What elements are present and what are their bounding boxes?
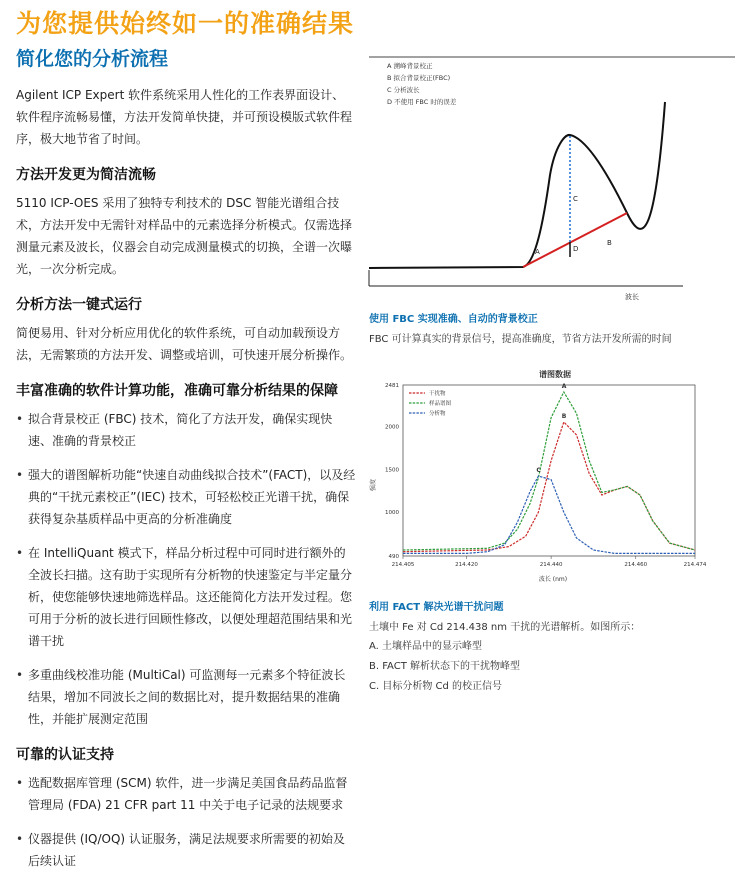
one-click-paragraph: 简便易用、针对分析应用优化的软件系统，可自动加载预设方法，无需繁琐的方法开发、调整或培训，可快速开展分析操作。 [16, 326, 353, 362]
x-tick-label: 214.420 [455, 562, 478, 568]
section-heading-certification: 可靠的认证支持 [16, 747, 114, 763]
y-tick-label: 2000 [385, 424, 399, 431]
list-item: • 在 IntelliQuant 模式下，样品分析过程中可同时进行额外的全波长扫描。这有助于实现所有分析物的快速鉴定与半定量分析，使您能够快速地筛选样品。这还能简化方法开发过程。您可用于分析的波长进行回顾性修改，以便处理超范围结果和光谱干扰 [16, 542, 356, 652]
series-line-2 [403, 392, 695, 550]
section-heading-method-dev: 方法开发更为简洁流畅 [16, 167, 156, 183]
section-heading-one-click: 分析方法一键式运行 [16, 297, 142, 313]
right-column [365, 50, 735, 697]
diagram-legend-c: C 分析波长 [387, 86, 420, 94]
y-tick-label: 2481 [385, 383, 399, 389]
x-axis-label: 波长 [625, 293, 639, 300]
fig1-caption-text: FBC 可计算真实的背景信号，提高准确度，节省方法开发所需的时间 [369, 334, 672, 345]
x-tick-label: 214.474 [683, 562, 707, 568]
series-line-1 [403, 422, 695, 552]
left-column [16, 84, 356, 884]
label-b: B [607, 239, 612, 247]
label-c: C [573, 195, 578, 203]
list-item: • 选配数据库管理 (SCM) 软件，进一步满足美国食品药品监督管理局 (FDA) 21 CFR part 11 中关于电子记录的法规要求 [16, 772, 356, 816]
list-item: • 仪器提供 (IQ/OQ) 认证服务，满足法规要求所需要的初始及后续认证 [16, 828, 356, 872]
legend-label: 样品谱图 [429, 401, 452, 407]
x-tick-label: 214.440 [539, 562, 563, 568]
list-item: • 强大的谱图解析功能“快速自动曲线拟合技术”(FACT)，以及经典的“干扰元素校正”(IEC) 技术，可轻松校正光谱干扰，确保获得复杂基质样品中更高的分析准确度 [16, 464, 356, 530]
legend-label: 干扰物 [429, 391, 446, 397]
chart-title: 谱图数据 [539, 370, 571, 379]
chart-x-axis-label: 波长 (nm) [538, 576, 568, 583]
fig2-caption-text: 土壤中 Fe 对 Cd 214.438 nm 干扰的光谱解析。如图所示： [369, 622, 641, 633]
list-item: • 多重曲线校准功能 (MultiCal) 可监测每一元素多个特征波长结果，增加不同波长之间的数据比对，提升数据结果的准确性，并能扩展测定范围 [16, 664, 356, 730]
page-title: 为您提供始终如一的准确结果 [16, 9, 355, 38]
x-tick-label: 214.460 [624, 562, 648, 568]
peak-label: B [561, 413, 567, 421]
y-tick-label: 1000 [385, 510, 399, 517]
spectral-chart [365, 363, 735, 588]
x-tick-label: 214.405 [391, 562, 415, 568]
fig2-caption-item: C. 目标分析物 Cd 的校正信号 [369, 681, 503, 692]
peak-curve [369, 102, 665, 268]
peak-label: A [561, 382, 567, 390]
fig2-caption-item: A. 土壤样品中的显示峰型 [369, 641, 483, 652]
intro-paragraph: Agilent ICP Expert 软件系统采用人性化的工作表界面设计、软件程序流畅易懂，方法开发简单快捷，并可预设模版式软件程序，极大地节省了时间。 [16, 88, 353, 146]
page-subtitle: 简化您的分析流程 [16, 48, 169, 70]
section-heading-software-calc: 丰富准确的软件计算功能，准确可靠分析结果的保障 [16, 383, 338, 399]
diagram-legend-a: A 溯峰背景校正 [387, 62, 433, 70]
fig2-caption-item: B. FACT 解析状态下的干扰物峰型 [369, 661, 520, 672]
fbc-diagram [365, 50, 735, 300]
fig2-caption-title: 利用 FACT 解决光谱干扰问题 [369, 602, 504, 613]
label-d: D [573, 245, 579, 253]
diagram-legend-b: B 拟合背景校正(FBC) [387, 74, 451, 82]
label-a: A [535, 248, 540, 256]
software-calc-list [16, 408, 356, 730]
peak-label: C [536, 467, 541, 475]
series-line-3 [403, 476, 695, 553]
diagram-legend-d: D 不使用 FBC 时的误差 [387, 98, 457, 106]
fig1-caption-title: 使用 FBC 实现准确、自动的背景校正 [369, 314, 538, 325]
y-tick-label: 490 [388, 554, 399, 560]
list-item: • 拟合背景校正 (FBC) 技术，简化了方法开发，确保实现快速、准确的背景校正 [16, 408, 356, 452]
certification-list [16, 772, 356, 872]
legend-label: 分析物 [429, 411, 446, 417]
y-tick-label: 1500 [385, 467, 399, 474]
method-dev-paragraph: 5110 ICP-OES 采用了独特专利技术的 DSC 智能光谱组合技术，方法开发中无需针对样品中的元素选择分析模式。仅需选择测量元素及波长，仪器会自动完成测量模式的切换，全谱一次曝光，一次分析完成。 [16, 196, 353, 276]
chart-y-axis-label: 强度 [370, 478, 377, 492]
